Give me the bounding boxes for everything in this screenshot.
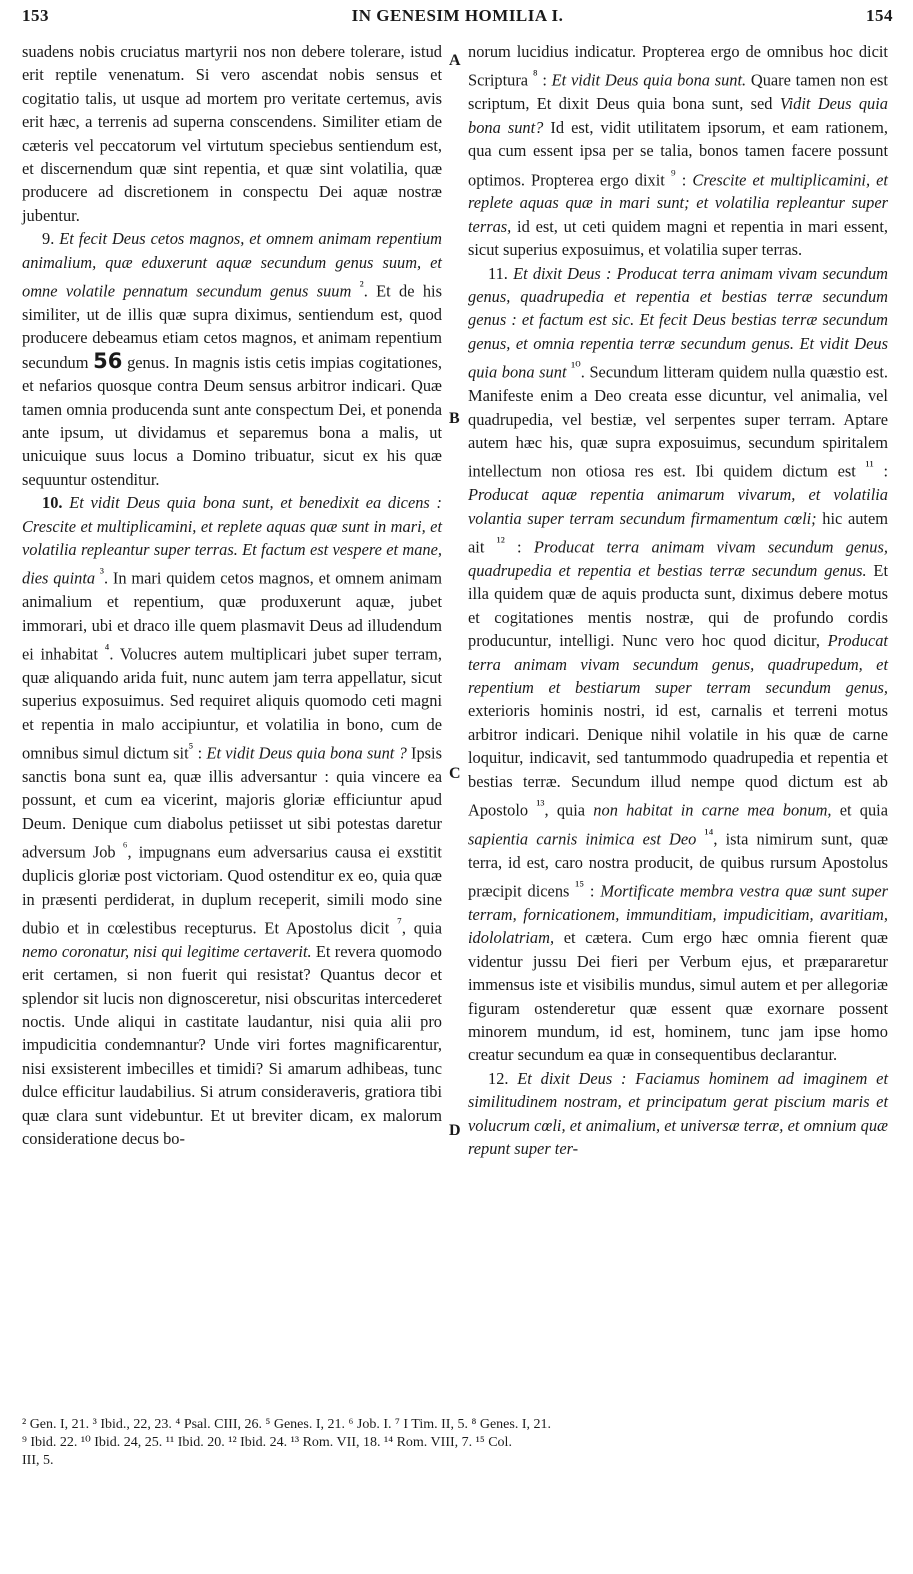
footnotes: [22, 1416, 892, 1470]
paragraph-10: 10. Et vidit Deus quia bona sunt, et benedixit ea dicens : Crescite et multiplicamini, et replete aquas quæ sunt in mari, et volatilia repleantur super terras. Et factum est vespere et mane, dies quinta $^{^3}$. In mari quidem cetos magnos, et omnem animam animalium et repentium, quæ produxerunt aquæ, jubet immorari, ubi et draco ille quem plasmavit Deus ad illudendum ei inhabitat $^{^4}$. Volucres autem multiplicari jubet super terram, quæ aliquando arida fuit, nunc autem jam terra appellatur, sicut superius exposuimus. Sed requiret aliquis quomodo ceti magni et repentia in malo accipiuntur, et volatilia in bono, cum de omnibus simul dictum sit$^{^5}$ : Et vidit Deus quia bona sunt ? Ipsis sanctis bona sunt ea, quæ illis adversantur : quia vincere ea possunt, et cum ea vicerint, majoris gloriæ efficiuntur apud Deum. Denique cum diabolus petiisset ut sibi potestas daretur adversum Job $^{^6}$, impugnans eum adversarius causa ei exstitit duplicis gloriæ post victoriam. Quod ostenditur ex eo, quia quæ in præsenti perdiderat, in duplum receperit, simili modo sine dubio et in cœlestibus recepturus. Et Apostolus dicit $^{^7}$, quia nemo coronatur, nisi qui legitime certaverit. Et revera quomodo erit certamen, si non fuerit qui resistat? Quantus decor et splendor sit lucis non dignosceretur, nisi obscuritas intercederet noctis. Unde aliqui in castitate laudantur, nisi quia alii pro impudicitia condemnantur? Unde viri fortes magnificarentur, nisi exsisterent imbecilles et timidi? Si amarum adhibeas, tunc dulce efficitur laudabilius. Si atrum consideraveris, gratiora tibi quæ clara sunt videbuntur. Et ut breviter dicam, ex malorum consideratione decus bo-: [22, 493, 442, 1149]
footnote-ref: ¹³: [536, 796, 545, 812]
scripture-quote: non habitat in carne mea bonum,: [593, 800, 832, 820]
scripture-quote: Vidit Deus quia bona sunt?: [468, 94, 888, 137]
footnote-ref: ⁴: [104, 641, 110, 657]
scripture-quote: Et vidit Deus quia bona sunt ?: [206, 743, 407, 763]
footnote-ref: ¹⁴: [704, 825, 714, 841]
scripture-quote: Et vidit Deus quia bona sunt, et benedixit ea dicens : Crescite et multiplicamini, et replete aquas quæ sunt in mari, et volatilia repleantur super terras. Et factum est vespere et mane, dies quinta: [22, 493, 442, 588]
paragraph-continuation: suadens nobis cruciatus martyrii nos non debere tolerare, istud erit reptile venenatum. Si vero ascendat nobis sensus et cogitatio talis, ut usque ad mortem pro veritate certemus, avis erit hæc, a terrenis ad superna conscendens. Similiter etiam de cæteris vel peccatorum vel virtutum speciebus sentiendum est, et discernendum quæ sint repentia, et quæ sint volatilia, quæ producere ad discretionem in conspectu Dei aquæ nostræ jubentur.: [22, 42, 442, 225]
footnote-ref: ⁷: [397, 914, 402, 930]
left-column: [22, 40, 442, 1151]
scripture-quote: Et vidit Deus quia bona sunt.: [551, 70, 747, 90]
footnote-ref: ⁵: [188, 740, 194, 756]
paragraph-12: [468, 1067, 888, 1161]
scripture-quote: nemo coronatur, nisi qui legitime certaverit.: [22, 941, 312, 961]
verse-number: 11.: [488, 263, 508, 283]
footnote-ref: ¹¹: [865, 458, 874, 474]
page-number-left: 153: [22, 6, 49, 25]
footnote-ref: ¹⁰: [571, 359, 581, 375]
scripture-quote: Et dixit Deus : Faciamus hominem ad imaginem et similitudinem nostram, et principatum gerat piscium maris et volucrum cœli, et animalium, et universæ terræ, et omnium quæ repunt super ter-: [468, 1068, 888, 1159]
margin-marker-c: C: [449, 765, 461, 782]
paragraph-11: 11. Et dixit Deus : Producat terra animam vivam secundum genus, quadrupedia et repentia et bestias terræ secundum genus : et factum est sic. Et fecit Deus bestias terræ secundum genus, et omnia repentia terræ secundum genus. Et vidit Deus quia bona sunt $^{^{10}}$. Secundum litteram quidem nulla quæstio est. Manifeste enim a Deo creata esse dicuntur, vel animalia, vel quadrupedia, vel bestiæ, vel serpentes super terram. Aptare autem hæc his, quæ supra exposuimus, secundum spiritalem intellectum non otiosa res est. Ibi quidem dictum est $^{^{11}}$ : Producat aquæ repentia animarum vivarum, et volatilia volantia super terram secundum firmamentum cœli; hic autem ait $^{^{12}}$ : Producat terra animam vivam secundum genus, quadrupedia et repentia et bestias terræ secundum genus. Et illa quidem quæ de aquis producta sunt, diximus debere motus et cogitationes mentis nostræ, qui de profundo cordis producuntur, intelligi. Nunc vero hoc quod dicitur, Producat terra animam vivam secundum genus, quadrupedum, et repentium et bestiarum super terram secundum genus, exterioris hominis nostri, id est, carnalis et terreni motus arbitror indicari. Denique nihil volatile in his quæ de carne loquitur, indicavit, sed tantummodo quadrupedia et repentia et bestias terræ. Secundum illud nempe quod dictum est ab Apostolo $^{^{13}}$, quia non habitat in carne mea bonum, et quia sapientia carnis inimica est Deo $^{^{14}}$, ista nimirum sunt, quæ terra, id est, caro nostra producit, de quibus rursum Apostolus præcipit dicens $^{^{15}}$ : Mortificate membra vestra quæ sunt super terram, fornicationem, immunditiam, impudicitiam, avaritiam, idololatriam, et cætera. Cum ergo hæc omnia fierent quæ videntur jussu Dei fieri per Verbum ejus, et præpararetur immensus iste et visibilis mundus, simul autem et per allegoriæ figuram ostenderetur quæ essent quæ exornare possent minorem mundum, id est, hominem, tunc jam ipse homo creatur secundum ea quæ in consequentibus declarantur.: [468, 263, 888, 1065]
scripture-quote: Producat terra animam vivam secundum genus, quadrupedum, et repentium et bestiarum super terram secundum genus,: [468, 631, 888, 697]
original-page-number: 56: [93, 348, 123, 373]
running-title: IN GENESIM HOMILIA I.: [351, 6, 564, 25]
footnote-ref: ¹⁵: [575, 878, 585, 894]
scripture-quote: Et fecit Deus cetos magnos, et omnem animam repentium animalium, quæ eduxerunt aquæ secundum genus suum, et omne volatile pennatum secundum genus suum: [22, 229, 442, 301]
footnote-line: ⁹ Ibid. 22. ¹⁰ Ibid. 24, 25. ¹¹ Ibid. 20. ¹² Ibid. 24. ¹³ Rom. VII, 18. ¹⁴ Rom. VIII, 7. ¹⁵ Col.: [22, 1435, 512, 1450]
margin-marker-d: D: [449, 1122, 461, 1139]
footnote-ref: ⁶: [122, 839, 128, 855]
page-number-right: 154: [866, 6, 893, 25]
footnote-line: III, 5.: [22, 1453, 54, 1468]
right-column: [468, 40, 888, 1160]
scripture-quote: Crescite et multiplicamini, et replete aquas quæ in mari sunt; et volatilia repleantur super terras,: [468, 169, 888, 236]
verse-number: 12.: [488, 1068, 509, 1088]
footnote-ref: ⁹: [670, 166, 676, 182]
margin-marker-a: A: [449, 52, 461, 69]
scripture-quote: Producat aquæ repentia animarum vivarum, et volatilia volantia super terram secundum firmamentum cœli;: [468, 485, 888, 528]
scripture-quote: Producat terra animam vivam secundum genus, quadrupedia et repentia et bestias terræ secundum genus.: [468, 537, 888, 580]
footnote-ref: ²: [359, 278, 364, 294]
running-header: [22, 6, 893, 32]
margin-marker-b: B: [449, 410, 460, 427]
footnote-ref: ¹²: [496, 534, 505, 549]
scripture-quote: Mortificate membra vestra quæ sunt super terram, fornicationem, immunditiam, impudicitiam, avaritiam, idololatriam,: [468, 881, 888, 948]
footnote-ref: ⁸: [532, 67, 538, 83]
paragraph-9: 9. Et fecit Deus cetos magnos, et omnem animam repentium animalium, quæ eduxerunt aquæ secundum genus suum, et omne volatile pennatum secundum genus suum $^{^2}$. Et de his similiter, ut de illis quæ supra diximus, sentiendum est, quod producere debeamus etiam cetos magnos, et animam repentium secundum 56 genus. In magnis istis cetis impias cogitationes, et nefarios quosque contra Deum sensus arbitror indicari. Quæ tamen omnia producenda sunt ante conspectum Dei, et ponenda ante ipsum, ut dividamus et separemus bona a malis, ut unicuique suus locus a Domino tribuatur, sicut ex his quæ sequuntur ostenditur.: [22, 229, 442, 489]
footnote-line: ² Gen. I, 21. ³ Ibid., 22, 23. ⁴ Psal. CIII, 26. ⁵ Genes. I, 21. ⁶ Job. I. ⁷ I Tim. II, 5. ⁸ Genes. I, 21.: [22, 1417, 551, 1432]
footnote-ref: ³: [99, 565, 105, 581]
paragraph-continuation: norum lucidius indicatur. Propterea ergo de omnibus hoc dicit Scriptura $^{^8}$ : Et vidit Deus quia bona sunt. Quare tamen non est scriptum, Et dixit Deus quia bona sunt, sed Vidit Deus quia bona sunt? Id est, vidit utilitatem ipsorum, et eam rationem, qua cum essent ipsa per se talia, bonos tamen facere possunt optimos. Propterea ergo dixit $^{^9}$ : Crescite et multiplicamini, et replete aquas quæ in mari sunt; et volatilia repleantur super terras, id est, ut ceti quidem magni et repentia in mari essent, sicut superius exposuimus, et volatilia super terras.: [468, 42, 888, 260]
scripture-quote: sapientia carnis inimica est Deo: [468, 829, 697, 849]
scripture-quote: Et dixit Deus : Producat terra animam vivam secundum genus, quadrupedia et repentia et bestias terræ secundum genus : et factum est sic. Et fecit Deus bestias terræ secundum genus, et omnia repentia terræ secundum genus. Et vidit Deus quia bona sunt: [468, 263, 888, 382]
verse-number: 10.: [42, 493, 63, 513]
verse-number: 9.: [42, 229, 55, 249]
